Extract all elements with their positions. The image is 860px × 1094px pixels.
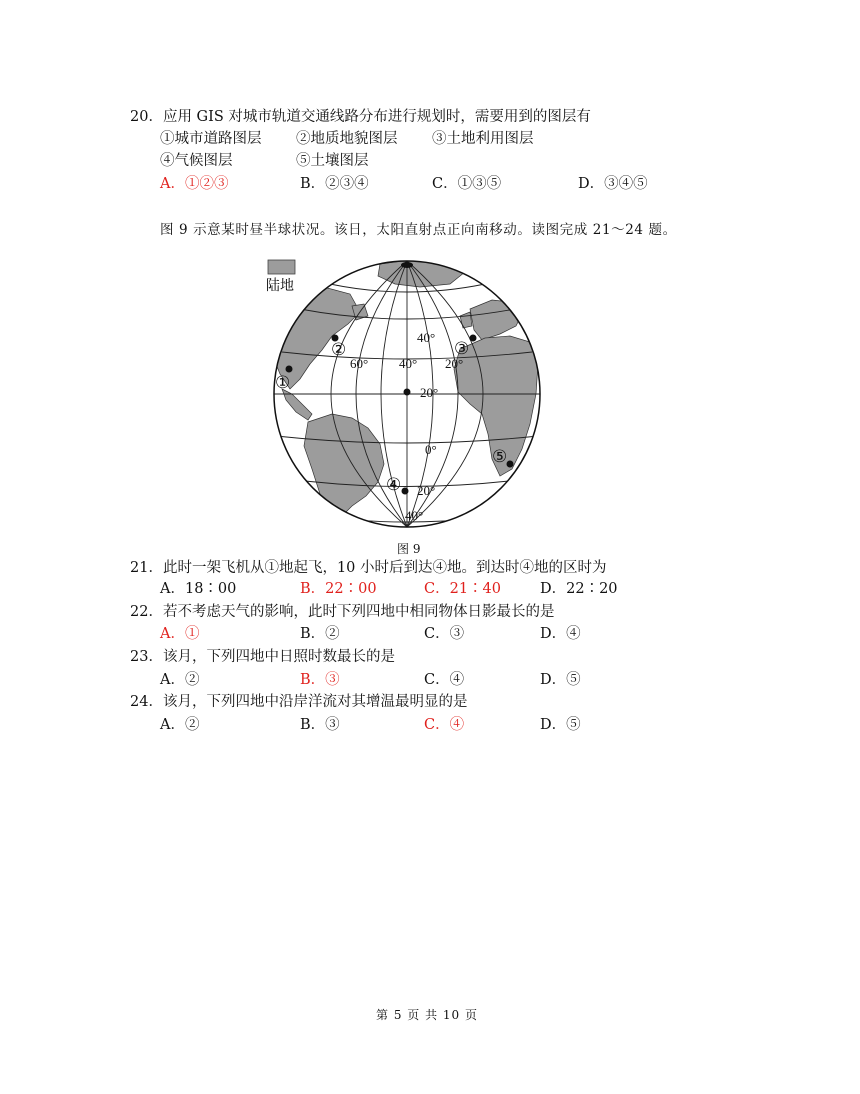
q21-option-b: B．22∶00 (300, 581, 377, 597)
q23-option-c: C．④ (424, 672, 465, 688)
q23-stem: 23．该月，下列四地中日照时数最长的是 (130, 649, 395, 665)
point-label-5: ⑤ (492, 447, 508, 466)
q20-option-a: A．①②③ (160, 176, 229, 192)
q21-option-a: A．18∶00 (160, 581, 237, 597)
land-legend-swatch (268, 260, 295, 274)
lon-label-20: 20° (445, 356, 464, 371)
q24-option-b: B．③ (300, 717, 340, 733)
lat-label-20s: 20° (417, 483, 436, 498)
point-label-2: ② (331, 340, 347, 359)
q23-option-a: A．② (160, 672, 200, 688)
q20-item-4: ④气候图层 (160, 153, 233, 169)
q20-item-2: ②地质地貌图层 (296, 131, 398, 147)
q20-option-d: D．③④⑤ (578, 176, 648, 192)
land-legend-label: 陆地 (266, 279, 294, 294)
point-label-4: ④ (386, 475, 402, 494)
q20-item-5: ⑤土壤图层 (296, 153, 369, 169)
q22-option-d: D．④ (540, 626, 581, 642)
lat-label-40n: 40° (417, 330, 436, 345)
point-label-1: ① (275, 373, 291, 392)
q20-item-1: ①城市道路图层 (160, 131, 262, 147)
q24-stem: 24．该月，下列四地中沿岸洋流对其增温最明显的是 (130, 694, 468, 710)
q22-option-c: C．③ (424, 626, 465, 642)
land-antarctica (320, 530, 500, 539)
lat-label-20n: 20° (420, 385, 439, 400)
figure-intro: 图 9 示意某时昼半球状况。该日，太阳直射点正向南移动。读图完成 21～24 题。 (160, 222, 677, 238)
q22-option-a: A．① (160, 626, 200, 642)
lon-label-40: 40° (399, 356, 418, 371)
point-label-3: ③ (454, 339, 470, 358)
q21-option-d: D．22∶20 (540, 581, 618, 597)
q22-stem: 22．若不考虑天气的影响，此时下列四地中相同物体日影最长的是 (130, 604, 555, 620)
lat-label-0: 0° (425, 442, 437, 457)
q20-stem: 20．应用 GIS 对城市轨道交通线路分布进行规划时，需要用到的图层有 (130, 109, 591, 125)
q23-option-b: B．③ (300, 672, 340, 688)
q22-option-b: B．② (300, 626, 340, 642)
q24-option-a: A．② (160, 717, 200, 733)
q24-option-c: C．④ (424, 717, 465, 733)
q23-option-d: D．⑤ (540, 672, 581, 688)
figure-caption: 图 9 (397, 542, 421, 556)
q20-item-3: ③土地利用图层 (432, 131, 534, 147)
q21-stem: 21．此时一架飞机从①地起飞，10 小时后到达④地。到达时④地的区时为 (130, 560, 607, 576)
q21-option-c: C．21∶40 (424, 581, 501, 597)
lat-label-40s: 40° (405, 508, 424, 523)
q20-option-b: B．②③④ (300, 176, 369, 192)
q24-option-d: D．⑤ (540, 717, 581, 733)
lon-label-60: 60° (350, 356, 369, 371)
figure-9-globe (260, 254, 560, 539)
q20-option-c: C．①③⑤ (432, 176, 502, 192)
page-footer: 第 5 页 共 10 页 (376, 1008, 478, 1022)
